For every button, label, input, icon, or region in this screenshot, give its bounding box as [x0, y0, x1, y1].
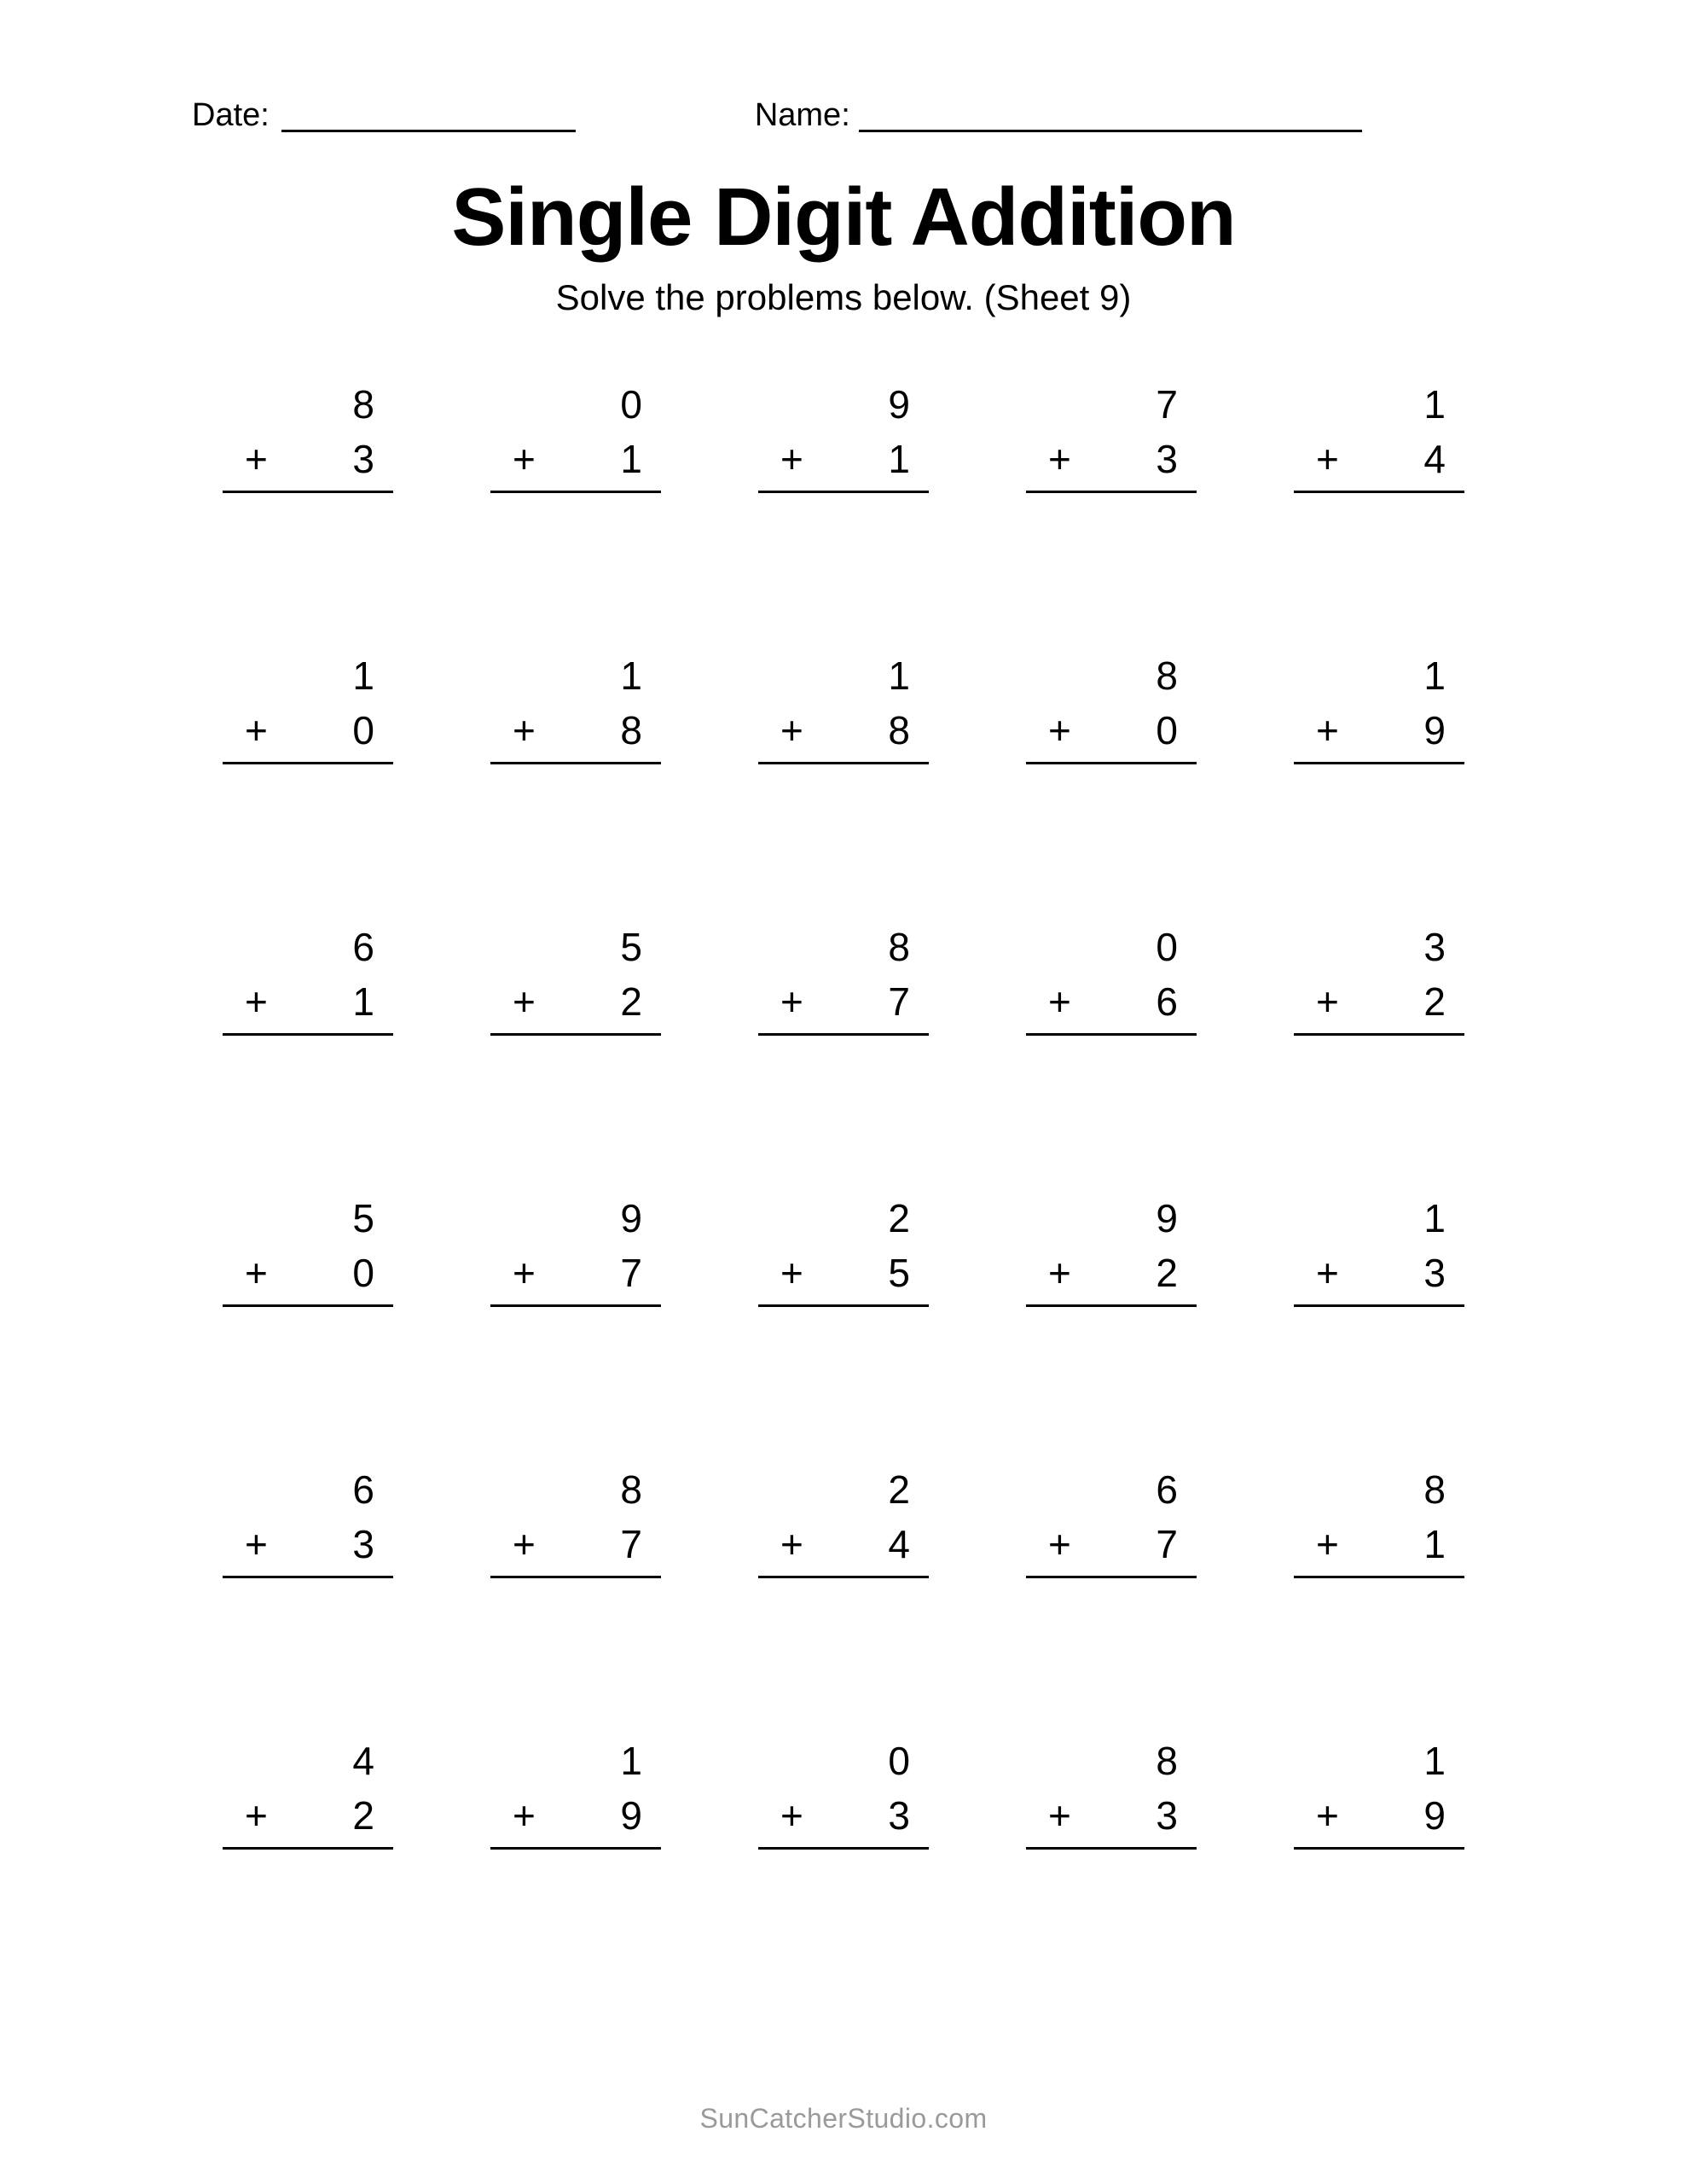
operand-bottom: 9 — [1423, 1793, 1446, 1838]
operand-bottom: 2 — [1156, 1251, 1178, 1295]
answer-space[interactable] — [223, 493, 393, 544]
operand-bottom: 5 — [888, 1251, 910, 1295]
operand-top: 5 — [352, 1196, 374, 1240]
operator: + — [780, 1793, 803, 1838]
page-subtitle: Solve the problems below. (Sheet 9) — [555, 277, 1132, 317]
problem-item — [1026, 1465, 1197, 1736]
problem-grid — [174, 380, 1513, 2007]
operator: + — [1316, 1793, 1339, 1838]
operand-bottom-row — [490, 972, 661, 1031]
problem-item — [758, 380, 929, 651]
operator: + — [513, 437, 536, 481]
answer-space[interactable] — [223, 1036, 393, 1087]
operand-bottom: 7 — [888, 979, 910, 1024]
operator: + — [1048, 708, 1071, 752]
operand-bottom: 2 — [352, 1793, 374, 1838]
operator: + — [245, 979, 268, 1024]
operand-bottom: 0 — [352, 1251, 374, 1295]
operator: + — [780, 1251, 803, 1295]
operand-bottom: 1 — [888, 437, 910, 481]
operand-top: 1 — [1423, 1196, 1446, 1240]
date-field[interactable] — [192, 98, 576, 132]
operator: + — [1048, 1793, 1071, 1838]
operand-top: 3 — [1423, 925, 1446, 969]
operand-bottom-row — [1294, 700, 1464, 760]
operand-bottom: 7 — [620, 1522, 642, 1566]
operand-bottom-row — [758, 429, 929, 489]
operator: + — [780, 708, 803, 752]
operand-bottom: 1 — [1423, 1522, 1446, 1566]
operand-bottom-row — [223, 972, 393, 1031]
operand-bottom-row — [758, 1514, 929, 1574]
operand-bottom: 3 — [888, 1793, 910, 1838]
answer-space[interactable] — [1026, 493, 1197, 544]
operator: + — [1048, 1251, 1071, 1295]
operand-top: 6 — [352, 1467, 374, 1512]
problem-item — [758, 1194, 929, 1465]
operand-bottom: 3 — [1423, 1251, 1446, 1295]
operand-top: 8 — [888, 925, 910, 969]
operand-top: 1 — [1423, 1739, 1446, 1783]
operand-bottom: 9 — [1423, 708, 1446, 752]
operator: + — [780, 1522, 803, 1566]
operand-top: 0 — [1156, 925, 1178, 969]
date-label: Date: — [192, 97, 270, 133]
problem-item — [1026, 651, 1197, 922]
problem-item — [1294, 922, 1464, 1194]
operand-bottom: 7 — [1156, 1522, 1178, 1566]
date-input-line[interactable] — [281, 104, 576, 132]
problem-item — [758, 1465, 929, 1736]
operand-bottom: 1 — [620, 437, 642, 481]
operand-bottom-row — [223, 1786, 393, 1845]
operator: + — [1316, 1522, 1339, 1566]
operand-top: 8 — [1423, 1467, 1446, 1512]
answer-space[interactable] — [758, 493, 929, 544]
operator: + — [245, 1793, 268, 1838]
operand-top: 8 — [620, 1467, 642, 1512]
operand-top: 0 — [888, 1739, 910, 1783]
operand-bottom-row — [1026, 1243, 1197, 1303]
answer-space[interactable] — [1026, 1578, 1197, 1629]
operand-top: 9 — [888, 382, 910, 427]
name-field[interactable] — [755, 98, 1362, 132]
operand-bottom-row — [223, 700, 393, 760]
operator: + — [513, 708, 536, 752]
operand-bottom: 0 — [352, 708, 374, 752]
operator: + — [780, 437, 803, 481]
operator: + — [1316, 437, 1339, 481]
operand-top: 6 — [1156, 1467, 1178, 1512]
answer-space[interactable] — [490, 1578, 661, 1629]
answer-space[interactable] — [1294, 764, 1464, 816]
answer-space[interactable] — [490, 1036, 661, 1087]
answer-space[interactable] — [1294, 493, 1464, 544]
footer-watermark: SunCatcherStudio.com — [699, 2103, 988, 2134]
answer-space[interactable] — [1294, 1036, 1464, 1087]
operator: + — [513, 1522, 536, 1566]
answer-space[interactable] — [490, 764, 661, 816]
operand-top: 9 — [1156, 1196, 1178, 1240]
operand-bottom: 4 — [1423, 437, 1446, 481]
answer-space[interactable] — [223, 1307, 393, 1358]
operand-bottom: 2 — [1423, 979, 1446, 1024]
operand-bottom-row — [223, 1243, 393, 1303]
operand-bottom-row — [490, 700, 661, 760]
problem-item — [1294, 1736, 1464, 2007]
operator: + — [245, 1251, 268, 1295]
operand-bottom-row — [1294, 1786, 1464, 1845]
problem-item — [223, 922, 393, 1194]
answer-space[interactable] — [758, 1307, 929, 1358]
operand-bottom: 7 — [620, 1251, 642, 1295]
operand-bottom-row — [490, 1786, 661, 1845]
operand-bottom-row — [1026, 1786, 1197, 1845]
problem-item — [490, 1736, 661, 2007]
problem-item — [1294, 1194, 1464, 1465]
operator: + — [513, 1793, 536, 1838]
operand-bottom: 3 — [352, 1522, 374, 1566]
operand-bottom: 9 — [620, 1793, 642, 1838]
operand-top: 5 — [620, 925, 642, 969]
operand-top: 1 — [888, 653, 910, 698]
answer-space[interactable] — [758, 764, 929, 816]
operand-bottom: 6 — [1156, 979, 1178, 1024]
operand-top: 8 — [1156, 1739, 1178, 1783]
problem-item — [490, 922, 661, 1194]
operand-bottom-row — [490, 1243, 661, 1303]
operand-bottom: 0 — [1156, 708, 1178, 752]
problem-item — [223, 651, 393, 922]
problem-item — [490, 1194, 661, 1465]
operator: + — [1316, 708, 1339, 752]
operand-bottom-row — [223, 1514, 393, 1574]
operand-bottom-row — [758, 972, 929, 1031]
answer-space[interactable] — [223, 1578, 393, 1629]
answer-space[interactable] — [758, 1578, 929, 1629]
answer-space[interactable] — [1294, 1850, 1464, 1901]
answer-space[interactable] — [1026, 764, 1197, 816]
operand-bottom-row — [1294, 1243, 1464, 1303]
operand-bottom-row — [758, 1786, 929, 1845]
problem-item — [758, 651, 929, 922]
operator: + — [513, 979, 536, 1024]
operand-bottom: 2 — [620, 979, 642, 1024]
operand-bottom-row — [1026, 700, 1197, 760]
operand-top: 0 — [620, 382, 642, 427]
operand-top: 7 — [1156, 382, 1178, 427]
operand-bottom-row — [490, 1514, 661, 1574]
operand-top: 4 — [352, 1739, 374, 1783]
problem-item — [1026, 1736, 1197, 2007]
operand-bottom: 3 — [1156, 1793, 1178, 1838]
problem-item — [223, 1465, 393, 1736]
answer-space[interactable] — [490, 493, 661, 544]
problem-item — [758, 1736, 929, 2007]
operand-bottom-row — [758, 700, 929, 760]
operand-top: 2 — [888, 1196, 910, 1240]
operand-bottom-row — [1026, 429, 1197, 489]
operand-top: 1 — [620, 653, 642, 698]
operator: + — [1048, 437, 1071, 481]
operand-top: 8 — [1156, 653, 1178, 698]
problem-item — [758, 922, 929, 1194]
answer-space[interactable] — [758, 1036, 929, 1087]
operand-top: 1 — [352, 653, 374, 698]
problem-item — [490, 1465, 661, 1736]
operand-bottom-row — [1294, 429, 1464, 489]
answer-space[interactable] — [490, 1307, 661, 1358]
operand-bottom: 3 — [352, 437, 374, 481]
answer-space[interactable] — [223, 764, 393, 816]
problem-item — [223, 1194, 393, 1465]
operand-bottom: 8 — [888, 708, 910, 752]
operator: + — [780, 979, 803, 1024]
answer-space[interactable] — [490, 1850, 661, 1901]
operand-bottom-row — [1294, 972, 1464, 1031]
operator: + — [245, 708, 268, 752]
name-label: Name: — [754, 97, 850, 133]
operator: + — [1316, 979, 1339, 1024]
answer-space[interactable] — [1294, 1307, 1464, 1358]
operand-top: 1 — [1423, 382, 1446, 427]
operator: + — [1316, 1251, 1339, 1295]
operand-bottom-row — [1026, 972, 1197, 1031]
problem-item — [490, 380, 661, 651]
operator: + — [1048, 1522, 1071, 1566]
problem-item — [1026, 922, 1197, 1194]
operator: + — [245, 1522, 268, 1566]
problem-item — [1294, 380, 1464, 651]
answer-space[interactable] — [1026, 1307, 1197, 1358]
operand-bottom-row — [1294, 1514, 1464, 1574]
operand-bottom: 8 — [620, 708, 642, 752]
operand-bottom: 1 — [352, 979, 374, 1024]
answer-space[interactable] — [1026, 1850, 1197, 1901]
answer-space[interactable] — [758, 1850, 929, 1901]
operand-bottom-row — [490, 429, 661, 489]
answer-space[interactable] — [1026, 1036, 1197, 1087]
operand-bottom: 4 — [888, 1522, 910, 1566]
problem-item — [223, 380, 393, 651]
problem-item — [223, 1736, 393, 2007]
problem-item — [1294, 651, 1464, 922]
problem-item — [1026, 380, 1197, 651]
operand-bottom-row — [223, 429, 393, 489]
operand-top: 8 — [352, 382, 374, 427]
operator: + — [513, 1251, 536, 1295]
name-input-line[interactable] — [859, 104, 1362, 132]
operand-bottom-row — [1026, 1514, 1197, 1574]
worksheet-header — [0, 0, 1687, 132]
problem-item — [490, 651, 661, 922]
answer-space[interactable] — [1294, 1578, 1464, 1629]
problem-item — [1026, 1194, 1197, 1465]
page-title: Single Digit Addition — [451, 171, 1236, 263]
operator: + — [1048, 979, 1071, 1024]
operand-top: 1 — [1423, 653, 1446, 698]
operand-top: 6 — [352, 925, 374, 969]
operand-bottom-row — [758, 1243, 929, 1303]
operand-top: 9 — [620, 1196, 642, 1240]
operator: + — [245, 437, 268, 481]
operand-top: 1 — [620, 1739, 642, 1783]
operand-top: 2 — [888, 1467, 910, 1512]
answer-space[interactable] — [223, 1850, 393, 1901]
problem-item — [1294, 1465, 1464, 1736]
operand-bottom: 3 — [1156, 437, 1178, 481]
